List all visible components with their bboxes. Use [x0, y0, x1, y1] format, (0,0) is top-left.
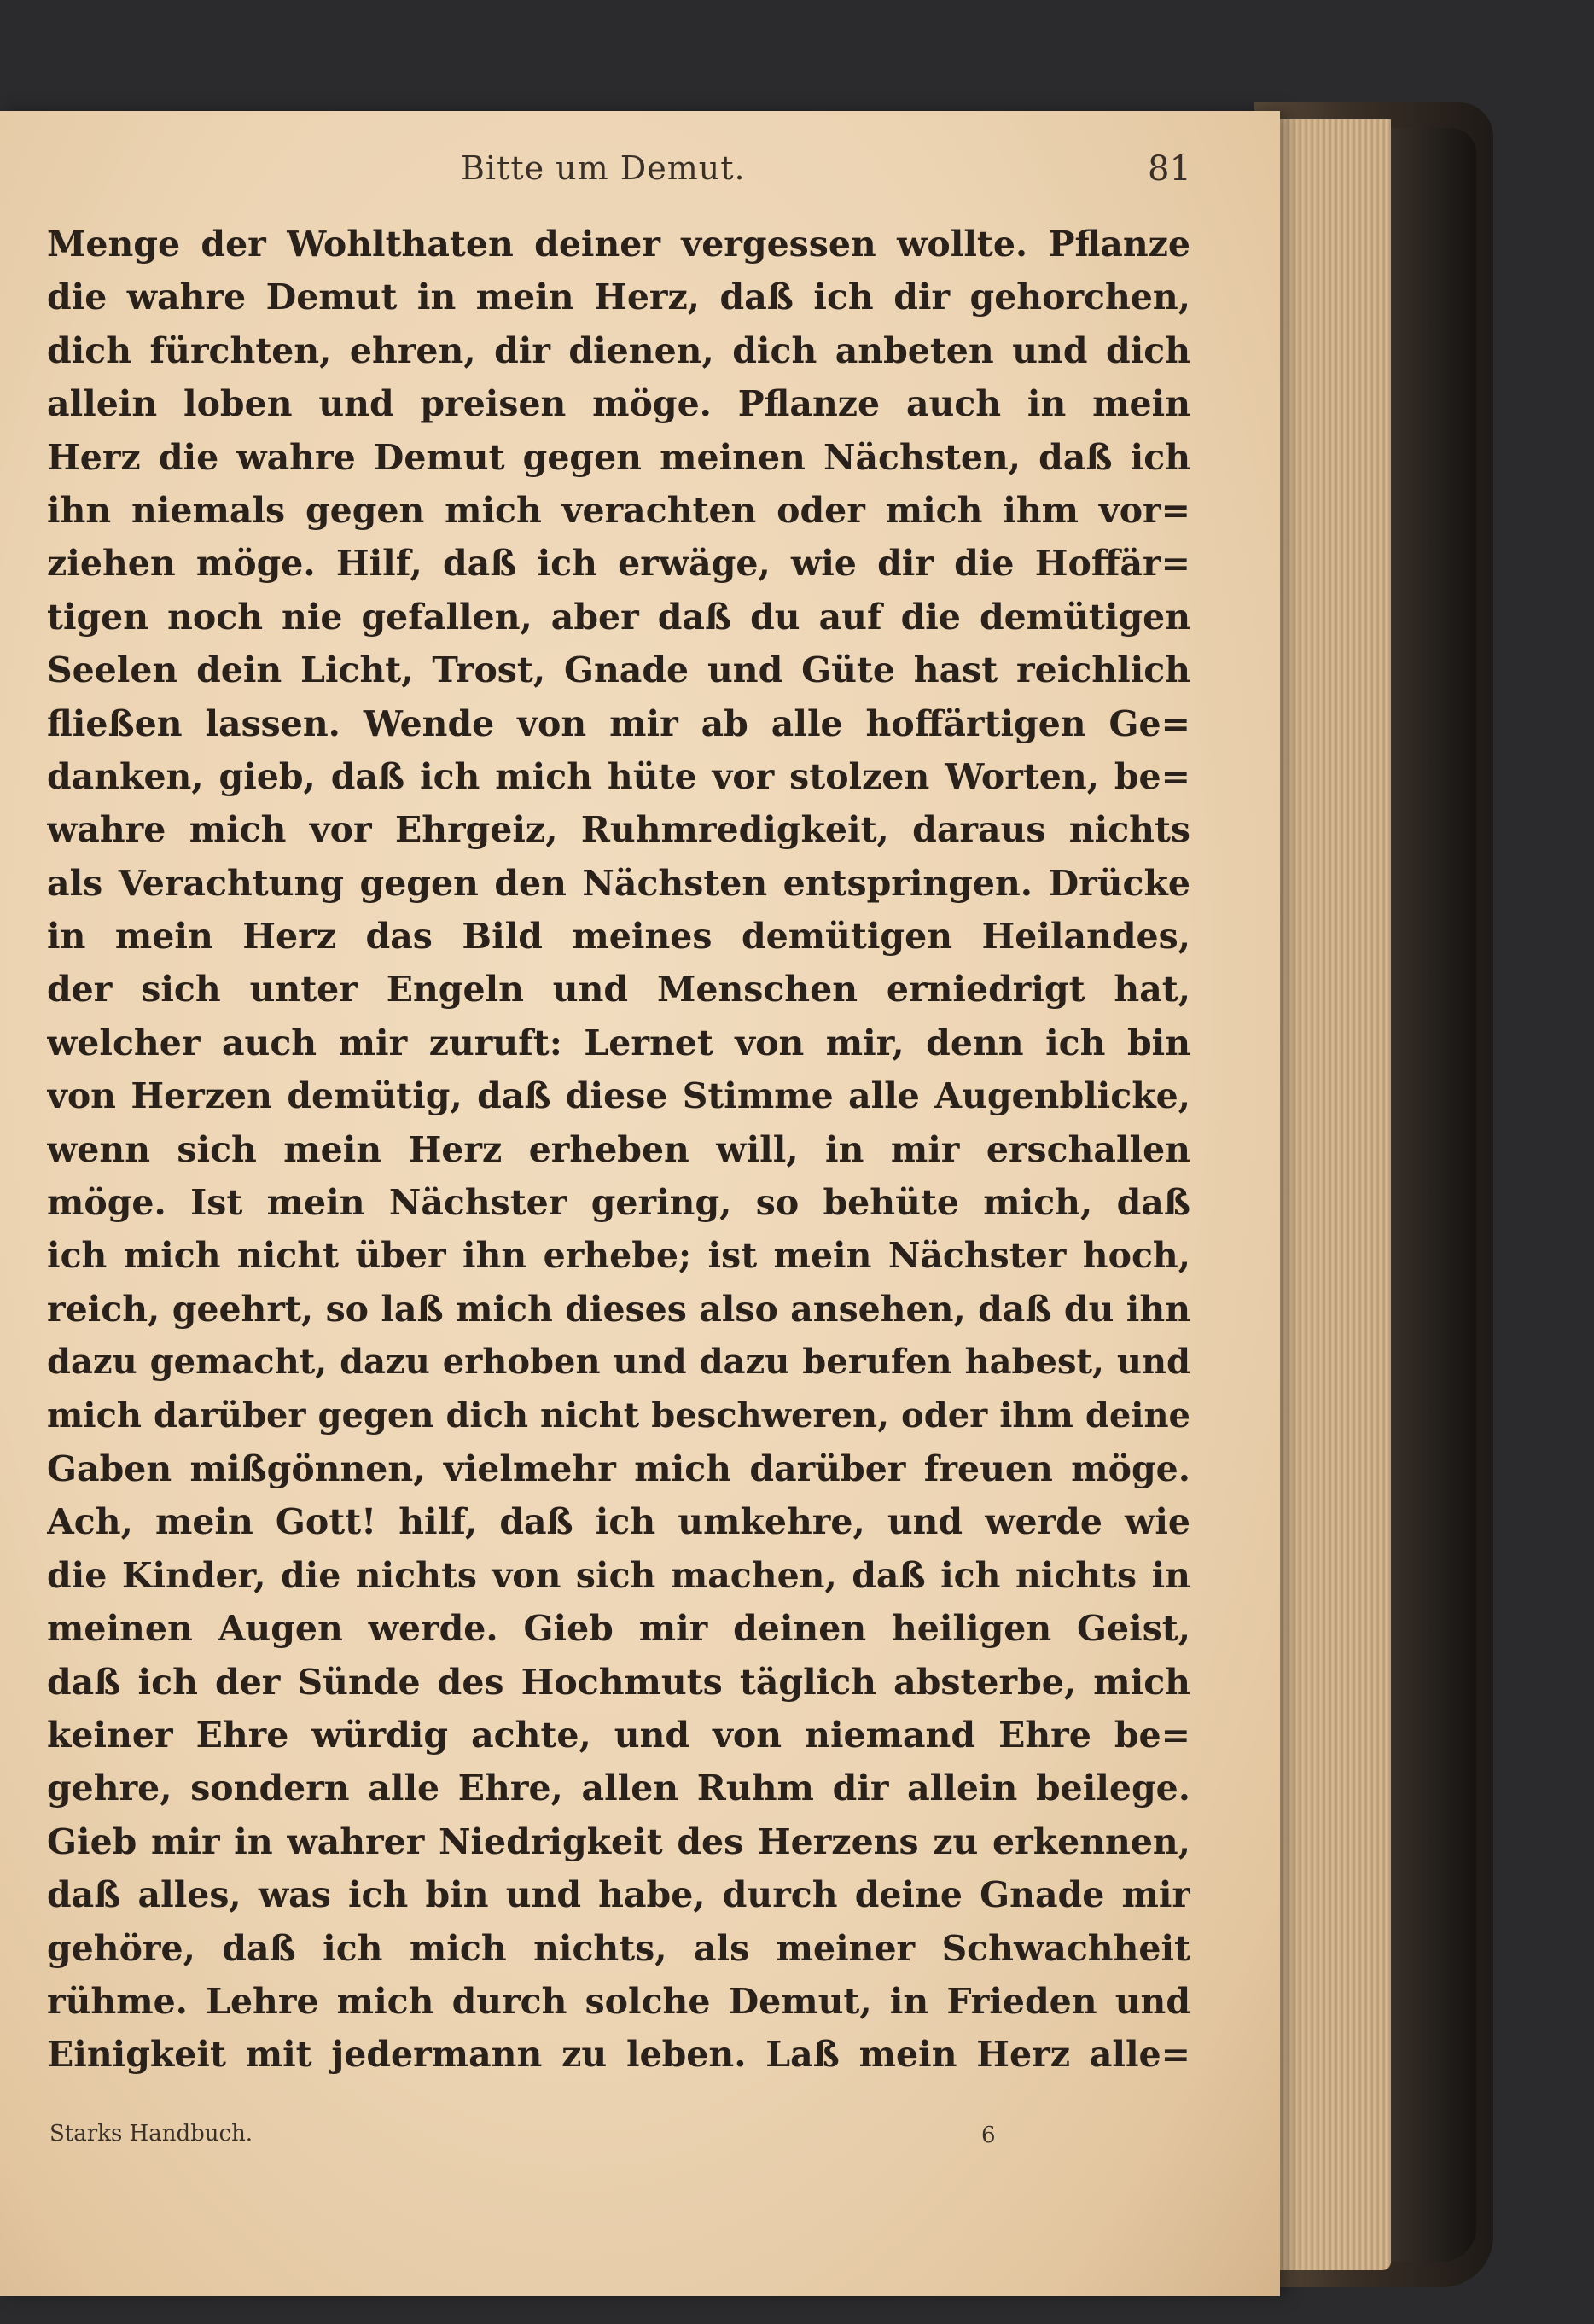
text-line: Seelen dein Licht, Trost, Gnade und Güte hast reichlich — [47, 649, 1190, 691]
text-line: wahre mich vor Ehrgeiz, Ruhmredigkeit, daraus nichts — [47, 809, 1190, 851]
text-line: möge. Ist mein Nächster gering, so behüte mich, daß — [47, 1182, 1190, 1224]
text-line: dazu gemacht, dazu erhoben und dazu berufen habest, und — [47, 1342, 1190, 1383]
text-line: gehre, sondern alle Ehre, allen Ruhm dir allein beilege. — [47, 1768, 1190, 1809]
text-line: gehöre, daß ich mich nichts, als meiner Schwachheit — [47, 1927, 1190, 1969]
text-line: ziehen möge. Hilf, daß ich erwäge, wie dir die Hoffär= — [47, 543, 1190, 585]
text-line: rühme. Lehre mich durch solche Demut, in Frieden und — [47, 1980, 1190, 2022]
text-line: ihn niemals gegen mich verachten oder mich ihm vor= — [47, 489, 1190, 531]
text-line: danken, gieb, daß ich mich hüte vor stolzen Worten, be= — [47, 755, 1190, 797]
body-text — [47, 218, 1190, 2082]
text-line: meinen Augen werde. Gieb mir deinen heiligen Geist, — [47, 1608, 1190, 1650]
text-line: allein loben und preisen möge. Pflanze auch in mein — [47, 383, 1190, 425]
page-number: 81 — [1148, 149, 1191, 189]
text-line: ich mich nicht über ihn erhebe; ist mein Nächster hoch, — [47, 1235, 1190, 1277]
text-line: reich, geehrt, so laß mich dieses also ansehen, daß du ihn — [47, 1288, 1190, 1330]
text-line: keiner Ehre würdig achte, und von niemand Ehre be= — [47, 1714, 1190, 1756]
text-line: daß ich der Sünde des Hochmuts täglich absterbe, mich — [47, 1661, 1190, 1703]
text-line: Herz die wahre Demut gegen meinen Nächsten, daß ich — [47, 436, 1190, 478]
text-line: in mein Herz das Bild meines demütigen Heilandes, — [47, 916, 1190, 958]
text-line: von Herzen demütig, daß diese Stimme alle Augenblicke, — [47, 1075, 1190, 1117]
text-line: der sich unter Engeln und Menschen erniedrigt hat, — [47, 969, 1190, 1011]
text-line: die wahre Demut in mein Herz, daß ich dir gehorchen, — [47, 277, 1190, 318]
text-line: dich fürchten, ehren, dir dienen, dich anbeten und dich — [47, 329, 1190, 371]
text-line: fließen lassen. Wende von mir ab alle hoffärtigen Ge= — [47, 702, 1190, 744]
text-line: tigen noch nie gefallen, aber daß du auf die demütigen — [47, 596, 1190, 638]
text-line: wenn sich mein Herz erheben will, in mir erschallen — [47, 1128, 1190, 1170]
text-line: Einigkeit mit jedermann zu leben. Laß mein Herz alle= — [47, 2034, 1190, 2076]
text-line: Gieb mir in wahrer Niedrigkeit des Herzens zu erkennen, — [47, 1820, 1190, 1862]
text-line: daß alles, was ich bin und habe, durch deine Gnade mir — [47, 1874, 1190, 1916]
text-line: mich darüber gegen dich nicht beschweren, oder ihm deine — [47, 1395, 1190, 1436]
text-line: als Verachtung gegen den Nächsten entspringen. Drücke — [47, 862, 1190, 904]
text-line: die Kinder, die nichts von sich machen, daß ich nichts in — [47, 1554, 1190, 1596]
book-page — [0, 111, 1280, 2296]
page-header — [0, 149, 1280, 201]
running-title: Bitte um Demut. — [461, 149, 746, 187]
signature-mark: 6 — [981, 2123, 996, 2148]
text-line: welcher auch mir zuruft: Lernet von mir, denn ich bin — [47, 1022, 1190, 1063]
book-spine — [1382, 128, 1476, 2262]
text-line: Gaben mißgönnen, vielmehr mich darüber freuen möge. — [47, 1447, 1190, 1489]
page-footer — [0, 2121, 1280, 2164]
source-note: Starks Handbuch. — [49, 2121, 253, 2146]
text-line: Menge der Wohlthaten deiner vergessen wollte. Pflanze — [47, 224, 1190, 265]
text-line: Ach, mein Gott! hilf, daß ich umkehre, und werde wie — [47, 1501, 1190, 1543]
